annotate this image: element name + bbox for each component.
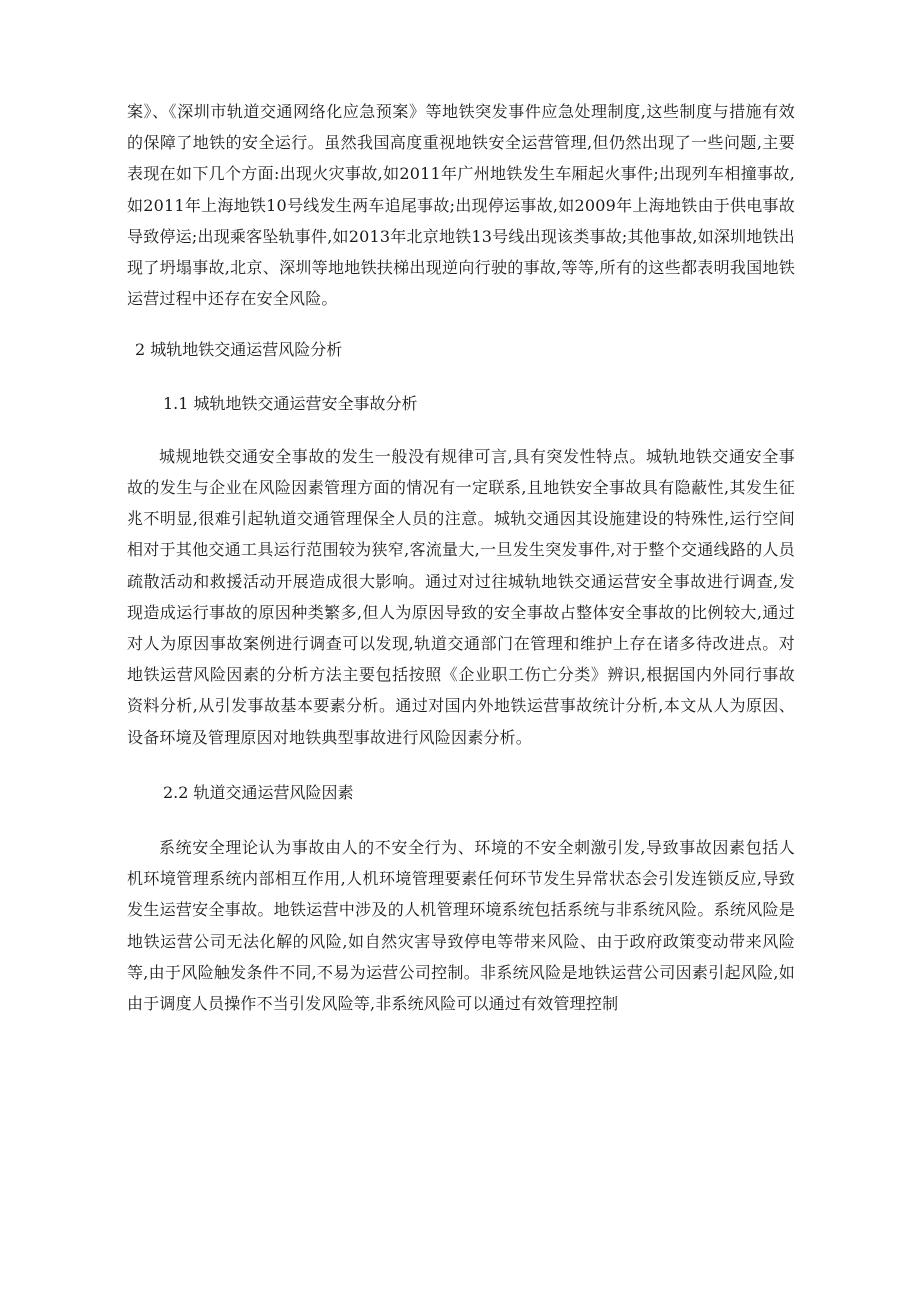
subsection-heading-1-1: 1.1 城轨地铁交通运营安全事故分析 <box>163 393 418 413</box>
paragraph-risk-factors: 系统安全理论认为事故由人的不安全行为、环境的不安全刺激引发,导致事故因素包括人机环境管理系统内部相互作用,人机环境管理要素任何环节发生异常状态会引发连锁反应,导致发生运营安全事故。地铁运营中涉及的人机管理环境系统包括系统与非系统风险。系统风险是地铁运营公司无法化解的风险,如自然灾害导致停电等带来风险、由于政府政策变动带来风险等,由于风险触发条件不同,不易为运营公司控制。非系统风险是地铁运营公司因素引起风险,如由于调度人员操作不当引发风险等,非系统风险可以通过有效管理控制 <box>127 838 795 1014</box>
paragraph-intro: 案》、《深圳市轨道交通网络化应急预案》等地铁突发事件应急处理制度,这些制度与措施有效的保障了地铁的安全运行。虽然我国高度重视地铁安全运营管理,但仍然出现了一些问题,主要表现在如下几个方面:出现火灾事故,如2011年广州地铁发生车厢起火事件;出现列车相撞事故,如2011年上海地铁10号线发生两车追尾事故;出现停运事故,如2009年上海地铁由于供电事故导致停运;出现乘客坠轨事件,如2013年北京地铁13号线出现该类事故;其他事故,如深圳地铁出现了坍塌事故,北京、深圳等地地铁扶梯出现逆向行驶的事故,等等,所有的这些都表明我国地铁运营过程中还存在安全风险。 <box>127 102 795 309</box>
document-page <box>127 96 795 1019</box>
subsection-heading-2-2: 2.2 轨道交通运营风险因素 <box>163 782 354 802</box>
section-heading-2: 2 城轨地铁交通运营风险分析 <box>135 340 343 360</box>
paragraph-accident-analysis: 城规地铁交通安全事故的发生一般没有规律可言,具有突发性特点。城轨地铁交通安全事故的发生与企业在风险因素管理方面的情况有一定联系,且地铁安全事故具有隐蔽性,其发生征兆不明显,很难引起轨道交通管理保全人员的注意。城轨交通因其设施建设的特殊性,运行空间相对于其他交通工具运行范围较为狭窄,客流量大,一旦发生突发事件,对于整个交通线路的人员疏散活动和救援活动开展造成很大影响。通过对过往城轨地铁交通运营安全事故进行调查,发现造成运行事故的原因种类繁多,但人为原因导致的安全事故占整体安全事故的比例较大,通过对人为原因事故案例进行调查可以发现,轨道交通部门在管理和维护上存在诸多待改进点。对地铁运营风险因素的分析方法主要包括按照《企业职工伤亡分类》辨识,根据国内外同行事故资料分析,从引发事故基本要素分析。通过对国内外地铁运营事故统计分析,本文从人为原因、设备环境及管理原因对地铁典型事故进行风险因素分析。 <box>127 446 795 747</box>
